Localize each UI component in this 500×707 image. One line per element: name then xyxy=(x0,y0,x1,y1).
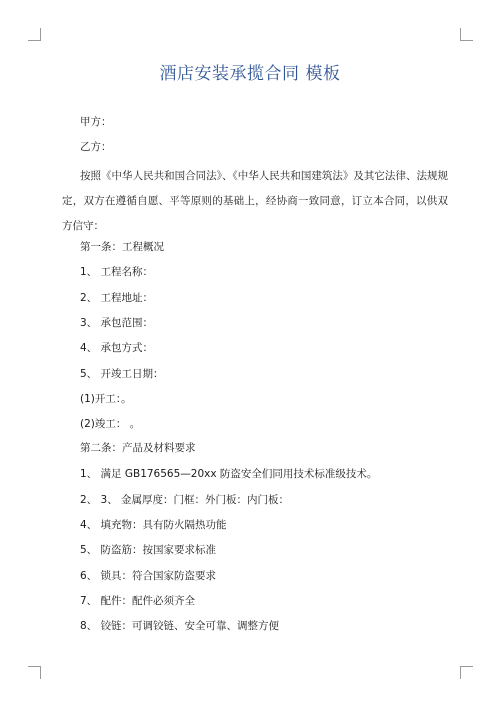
article1-item: 4、 承包方式： xyxy=(80,342,154,354)
article2-heading: 第二条：产品及材料要求 xyxy=(80,442,196,454)
crop-mark-top-right xyxy=(460,28,473,41)
article1-item: 3、 承包范围： xyxy=(80,317,154,329)
article1-item: 5、 开竣工日期： xyxy=(80,368,164,380)
article1-item: (2)竣工： 。 xyxy=(80,418,141,430)
article1-item: (1)开工：。 xyxy=(80,393,132,405)
crop-mark-bottom-left xyxy=(28,666,41,679)
party-b-label: 乙方： xyxy=(80,141,112,153)
article2-item: 7、 配件：配件必须齐全 xyxy=(80,595,196,607)
article1-item: 1、 工程名称： xyxy=(80,266,154,278)
preamble-paragraph: 按照《中华人民共和国合同法》、《中华人民共和国建筑法》及其它法律、法规规定，双方在遵循自愿、平等原则的基础上，经协商一致同意，订立本合同，以供双方信守： xyxy=(62,170,448,232)
party-a-label: 甲方： xyxy=(80,116,112,128)
article1-item: 2、 工程地址： xyxy=(80,292,154,304)
crop-mark-bottom-right xyxy=(460,666,473,679)
document-title: 酒店安装承揽合同 模板 xyxy=(159,64,341,84)
article2-item: 4、 填充物：具有防火隔热功能 xyxy=(80,519,227,531)
article2-item: 1、 满足 GB176565—20xx 防盗安全们同用技术标准级技术。 xyxy=(80,468,378,480)
article2-item: 5、 防盗筋：按国家要求标准 xyxy=(80,544,217,556)
article1-heading: 第一条：工程概况 xyxy=(80,241,164,253)
article2-item: 8、 铰链：可调铰链、安全可靠、调整方便 xyxy=(80,620,280,632)
article2-item: 6、 锁具：符合国家防盗要求 xyxy=(80,570,217,582)
crop-mark-top-left xyxy=(28,28,41,41)
article2-item: 2、 3、 金属厚度：门框：外门板：内门板： xyxy=(80,494,290,506)
